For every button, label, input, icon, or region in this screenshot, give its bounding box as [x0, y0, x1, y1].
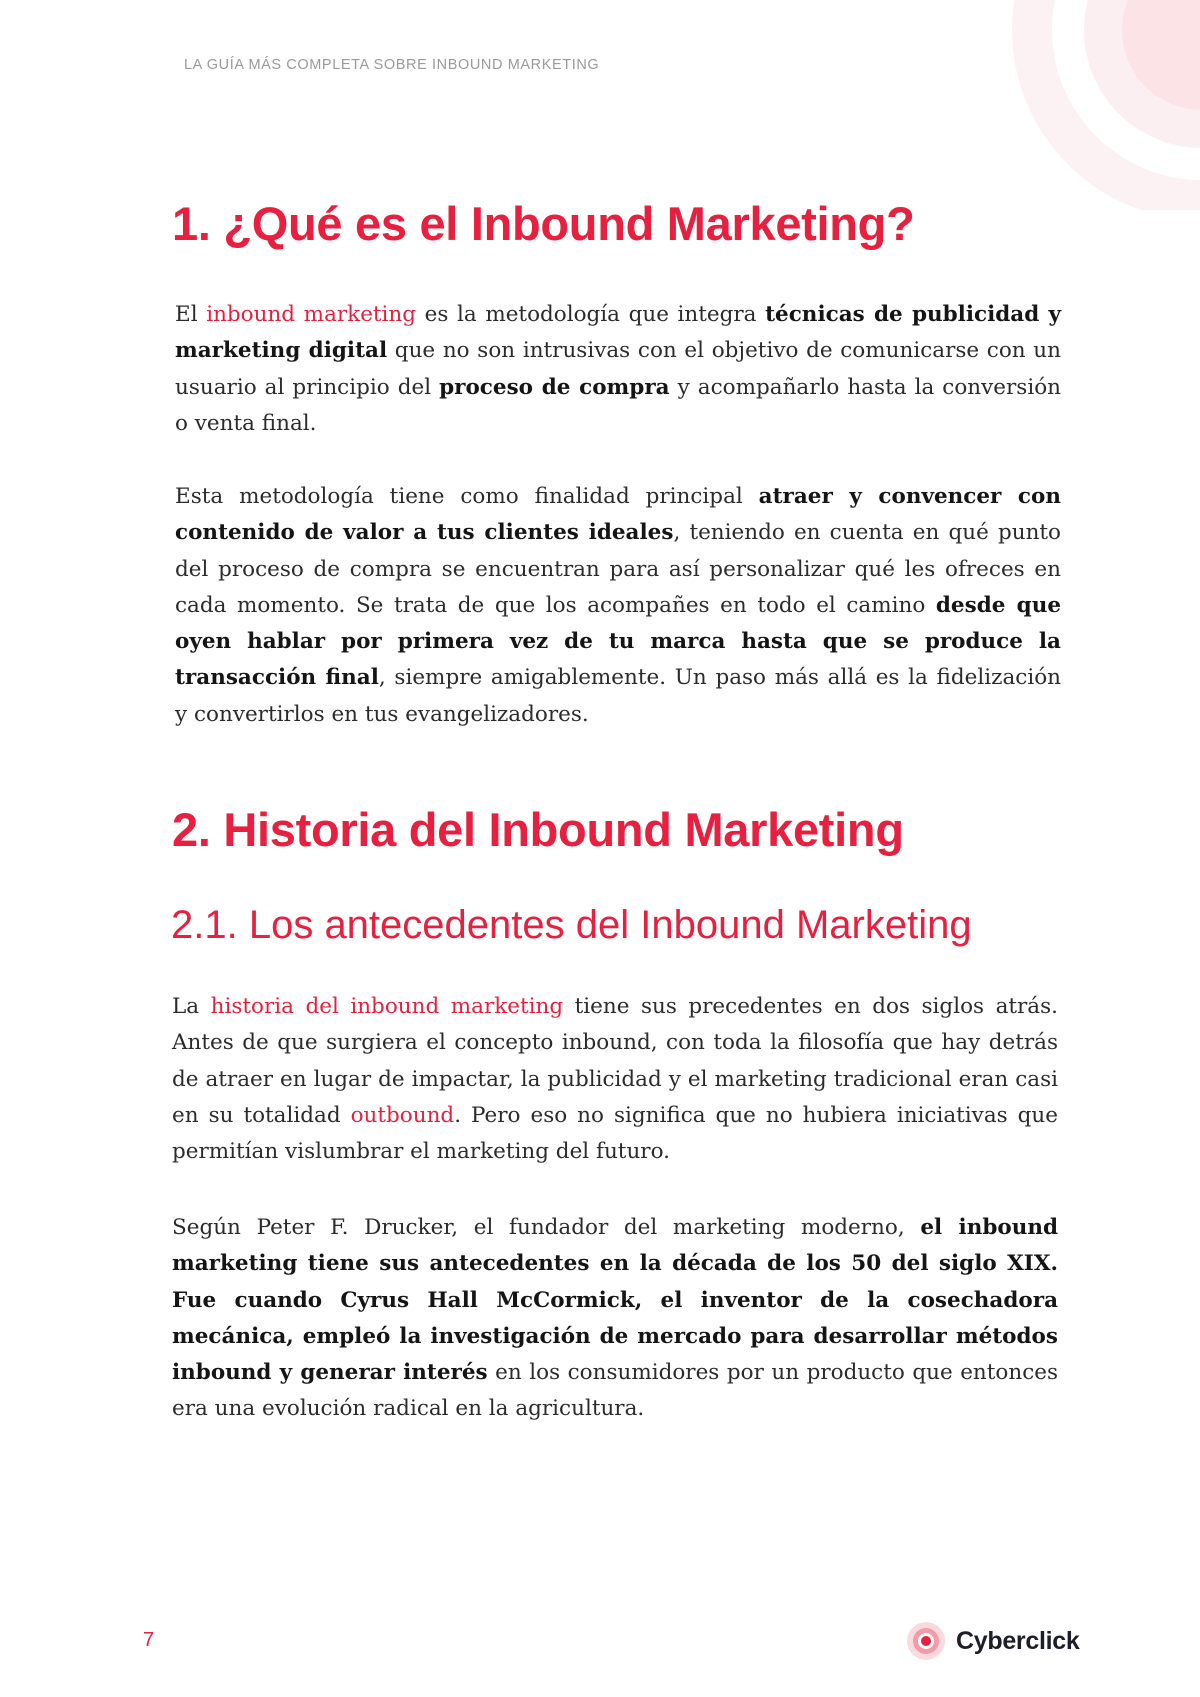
text: El	[175, 302, 207, 327]
text: , siempre amigablemente. Un paso más allá es la fidelización y convertirlos en tus evangelizadores.	[175, 665, 1061, 727]
text: . Pero eso no significa que no hubiera iniciativas que permitían vislumbrar el marketing del futuro.	[172, 1102, 1059, 1165]
bold-text: el inbound marketing tiene sus antecedentes en la década de los 50 del siglo XIX. Fue cuando Cyrus Hall McCormick, el inventor de la cosechadora mecánica, empleó la investigación de mercado para desarrollar métodos inbound y generar interés	[172, 1215, 1058, 1386]
bold-text: desde que oyen hablar por primera vez de tu marca hasta que se produce la transacción final	[175, 592, 1062, 691]
section-1-title: 1. ¿Qué es el Inbound Marketing?	[172, 197, 915, 250]
inbound-marketing-link[interactable]: inbound marketing	[206, 302, 417, 327]
cyberclick-logo[interactable]	[906, 1621, 1079, 1661]
text: y acompañarlo hasta la conversión o venta final.	[175, 374, 1061, 436]
text: es la metodología que integra	[416, 302, 766, 327]
section-2-paragraph-1	[172, 989, 1058, 1170]
section-1-paragraph-1	[175, 297, 1061, 442]
section-1-paragraph-2	[175, 479, 1061, 733]
text: , teniendo en cuenta en qué punto del proceso de compra se encuentran para así personalizar qué les ofreces en cada momento. Se trata de que los acompañes en todo el camino	[175, 520, 1061, 618]
section-2-1-subtitle: 2.1. Los antecedentes del Inbound Marketing	[171, 903, 972, 947]
section-2-paragraph-2	[172, 1210, 1058, 1428]
text: en los consumidores por un producto que entonces era una evolución radical en la agricultura.	[172, 1360, 1058, 1422]
page-number: 7	[143, 1629, 155, 1651]
running-header: LA GUÍA MÁS COMPLETA SOBRE INBOUND MARKETING	[184, 57, 600, 73]
cyberclick-target-icon	[906, 1621, 946, 1661]
bold-text: atraer y convencer con contenido de valor a tus clientes ideales	[175, 484, 1061, 546]
text: Esta metodología tiene como finalidad principal	[175, 484, 759, 509]
text: Según Peter F. Drucker, el fundador del marketing moderno,	[172, 1215, 921, 1240]
outbound-link[interactable]: outbound	[350, 1102, 455, 1128]
text: La	[172, 994, 211, 1019]
corner-circles-decoration	[970, 0, 1200, 210]
section-2-title: 2. Historia del Inbound Marketing	[172, 803, 904, 856]
historia-link[interactable]: historia del inbound marketing	[210, 994, 564, 1019]
text: tiene sus precedentes en dos siglos atrás. Antes de que surgiera el concepto inbound, con toda la filosofía que hay detrás de atraer en lugar de impactar, la publicidad y el marketing tradicional eran casi en su totalidad	[172, 994, 1058, 1128]
bold-text: proceso de compra	[439, 374, 670, 400]
brand-name: Cyberclick	[956, 1626, 1080, 1655]
bold-text: técnicas de publicidad y marketing digital	[175, 302, 1062, 364]
text: que no son intrusivas con el objetivo de comunicarse con un usuario al principio del	[175, 338, 1061, 400]
